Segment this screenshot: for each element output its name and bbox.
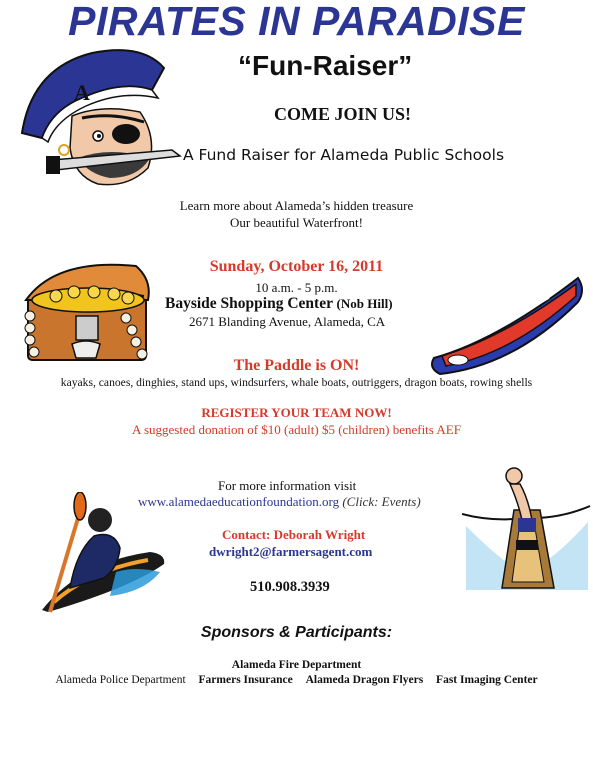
contact-email[interactable]: dwright2@farmersagent.com [209, 544, 373, 559]
sponsor-item: Farmers Insurance [198, 674, 293, 686]
contact-name: Contact: Deborah Wright [222, 527, 366, 542]
learn-line-2: Our beautiful Waterfront! [230, 215, 363, 230]
website-line [138, 494, 421, 510]
event-hours: 10 a.m. - 5 p.m. [255, 280, 338, 295]
page-title: PIRATES IN PARADISE [68, 0, 525, 44]
sponsor-fire-department: Alameda Fire Department [231, 659, 362, 671]
donation-line: A suggested donation of $10 (adult) $5 (children) benefits AEF [132, 422, 461, 437]
venue-sub: (Nob Hill) [336, 296, 393, 311]
register-heading: REGISTER YOUR TEAM NOW! [201, 405, 392, 420]
come-join-heading: COME JOIN US! [274, 104, 412, 124]
sponsor-item: Alameda Dragon Flyers [305, 674, 424, 686]
sponsors-heading: Sponsors & Participants: [200, 624, 393, 641]
contact-phone: 510.908.3939 [250, 579, 330, 595]
paddle-heading: The Paddle is ON! [233, 357, 360, 374]
venue-name: Bayside Shopping Center [165, 295, 333, 312]
pirate-mascot-illustration [12, 38, 182, 198]
rower-illustration [462, 462, 592, 590]
sponsor-row [0, 674, 593, 686]
more-info-line: For more information visit [218, 478, 357, 493]
boat-types-list: kayaks, canoes, dinghies, stand ups, windsurfers, whale boats, outriggers, dragon boats, rowing shells [60, 376, 533, 389]
event-date: Sunday, October 16, 2011 [209, 258, 384, 275]
website-link[interactable]: www.alamedaeducationfoundation.org [138, 494, 340, 509]
event-address: 2671 Blanding Avenue, Alameda, CA [189, 314, 386, 329]
pirate-hat-letter: A [74, 80, 90, 105]
learn-line-1: Learn more about Alameda’s hidden treasure [179, 198, 414, 213]
website-note: (Click: Events) [342, 494, 421, 509]
subtitle: “Fun-Raiser” [238, 50, 413, 81]
sponsor-item: Alameda Police Department [55, 674, 186, 686]
fund-raiser-line: A Fund Raiser for Alameda Public Schools [183, 146, 505, 164]
sponsor-item: Fast Imaging Center [436, 674, 538, 686]
event-venue [165, 295, 393, 313]
kayaker-illustration [40, 492, 170, 614]
